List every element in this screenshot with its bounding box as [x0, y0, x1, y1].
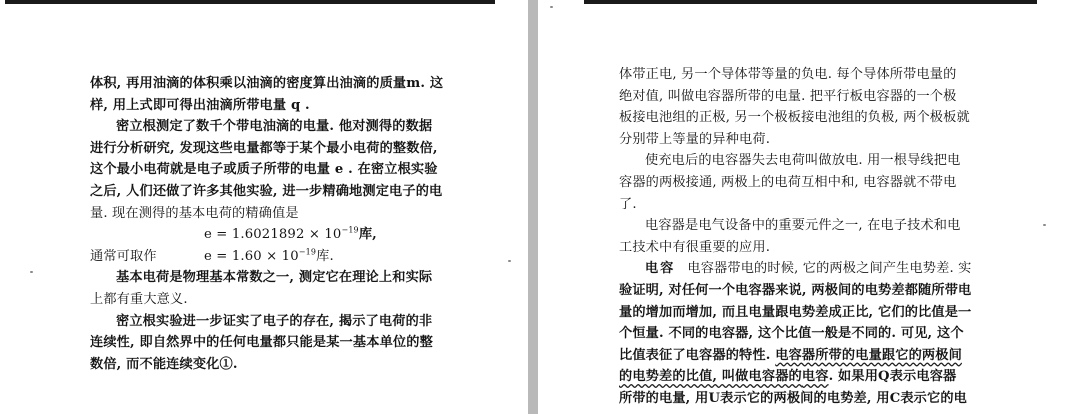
text-line: 使充电后的电容器失去电荷叫做放电. 用一根导线把电: [645, 153, 961, 169]
scan-speck: [508, 260, 511, 262]
text-line: 这个最小电荷就是电子或质子所带的电量 e . 在密立根实验: [90, 162, 438, 178]
text-line: 比值表征了电容器的特性. 电容器所带的电量跟它的两极间: [619, 347, 962, 363]
text-line: 连续性, 即自然界中的任何电量都只能是某一基本单位的整: [90, 335, 433, 351]
text-line: 个恒量. 不同的电容器, 这个比值一般是不同的. 可见, 这个: [619, 326, 964, 342]
text-line: 验证明, 对任何一个电容器来说, 两极间的电势差都随所带电: [619, 282, 972, 298]
right-page: [538, 0, 1080, 414]
equation-formula: $e = 1.6021892 \times 10^{-19}$库,: [204, 225, 377, 243]
text-line: 电容器是电气设备中的重要元件之一, 在电子技术和电: [645, 218, 961, 234]
text-line: 体带正电, 另一个导体带等量的负电. 每个导体所带电量的: [619, 67, 957, 82]
text-line: 容器的两极接通, 两极上的电荷互相中和, 电容器就不带电: [619, 174, 957, 190]
text-line: 密立根实验进一步证实了电子的存在, 揭示了电荷的非: [116, 313, 433, 329]
text-line: 数倍, 而不能连续变化①.: [90, 356, 238, 372]
text-line: 基本电荷是物理基本常数之一, 测定它在理论上和实际: [116, 270, 433, 286]
text-line: 进行分析研究, 发现这些电量都等于某个最小电荷的整数倍,: [90, 140, 438, 156]
text-line: 样, 用上式即可得出油滴所带电量 q .: [90, 97, 310, 113]
definition-underline: 电容器所带的电量跟它的两极间: [775, 347, 962, 363]
text-line: 上都有重大意义.: [90, 291, 188, 307]
section-term: 电容: [645, 261, 676, 277]
definition-term: 电容: [801, 369, 829, 385]
text-line: 量. 现在测得的基本电荷的精确值是: [90, 205, 299, 221]
text-line: 了.: [619, 196, 637, 212]
equation-approx-value: [90, 246, 466, 268]
equation-precise-value: [90, 224, 466, 246]
text-line: 之后, 人们还做了许多其他实验, 进一步精确地测定电子的电: [90, 183, 443, 199]
text-line: 工技术中有很重要的应用.: [619, 239, 771, 255]
top-rule: [584, 0, 1037, 4]
text-line: 密立根测定了数千个带电油滴的电量. 他对测得的数据: [116, 119, 433, 135]
equation-formula: $e = 1.60 \times 10^{-19}$库.: [204, 247, 334, 264]
scan-speck: [1043, 224, 1046, 226]
left-page-text: [90, 73, 466, 375]
text-line: 体积, 再用油滴的体积乘以油滴的密度算出油滴的质量m. 这: [90, 76, 444, 91]
left-page: [0, 0, 528, 414]
top-rule: [5, 0, 495, 4]
scan-speck: [30, 271, 33, 273]
text-line: 板接电池组的正极, 另一个极板接电池组的负极, 两个极板就: [619, 110, 970, 126]
capacitance-paragraph-start: 电容 电容器带电的时候, 它的两极之间产生电势差. 实: [645, 261, 972, 277]
equation-label: 通常可取作: [90, 248, 157, 264]
text-line: 量的增加而增加, 而且电量跟电势差成正比, 它们的比值是一: [619, 304, 972, 320]
text-line: 绝对值, 叫做电容器所带的电量. 把平行板电容器的一个极: [619, 88, 957, 104]
right-page-text: [619, 64, 1019, 410]
text-line: 的电势差的比值, 叫做电容器的电容. 如果用Q表示电容器: [619, 369, 957, 385]
text-line-cut: 所带的电量, 用U表示它的两极间的电势差, 用C表示它的电: [619, 390, 968, 406]
text-line: 分别带上等量的异种电荷.: [619, 131, 771, 147]
scan-speck: [550, 6, 553, 8]
definition-underline: 的电势差的比值, 叫做电容器的: [619, 369, 802, 385]
